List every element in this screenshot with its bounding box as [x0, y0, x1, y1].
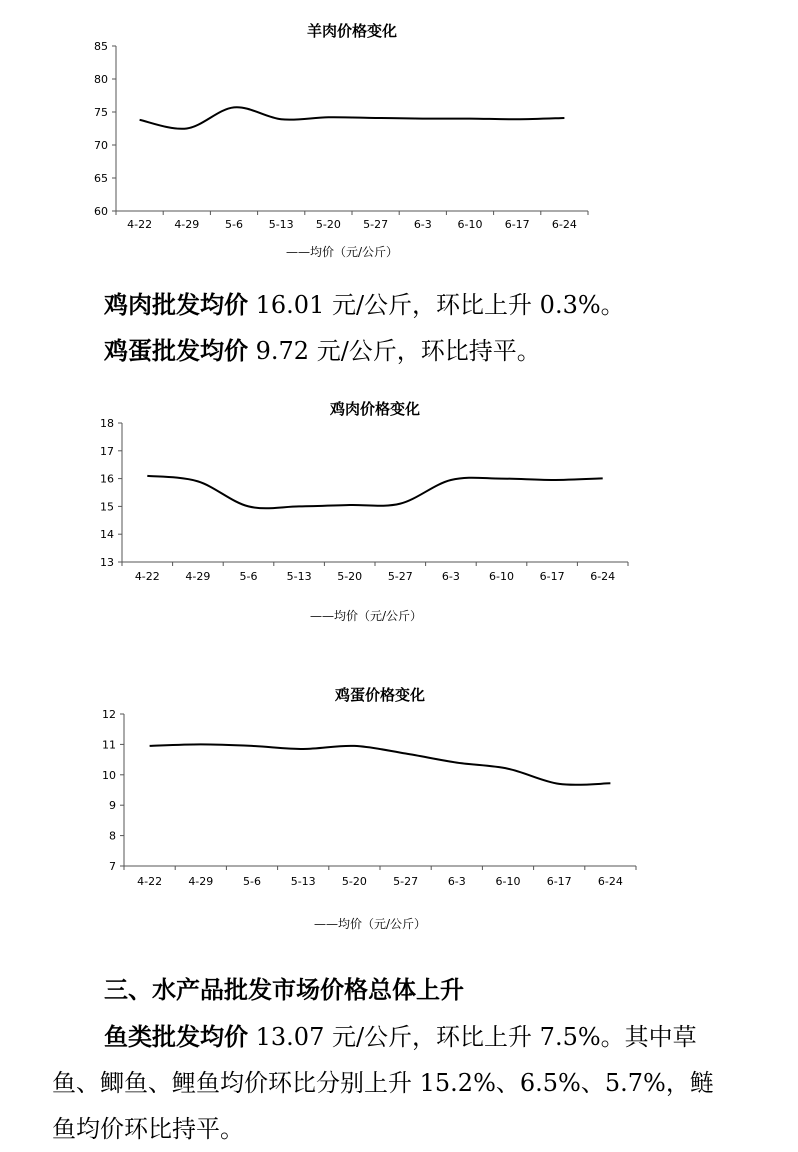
y-tick-label: 80	[94, 73, 108, 86]
series-line	[147, 476, 602, 508]
x-tick-label: 6-3	[413, 218, 432, 231]
x-tick-label: 4-22	[137, 875, 163, 888]
x-tick-label: 4-22	[134, 570, 160, 583]
y-tick-label: 65	[94, 172, 108, 185]
y-tick-label: 15	[100, 500, 114, 514]
fish-price-line-1	[104, 1014, 697, 1060]
fish-price-text: 13.07 元/公斤，环比上升 7.5%。其中草	[248, 1023, 697, 1051]
x-tick-label: 5-13	[286, 570, 312, 583]
series-line	[140, 107, 565, 129]
y-tick-label: 7	[109, 860, 116, 873]
x-tick-label: 5-20	[341, 875, 367, 888]
x-tick-label: 6-3	[447, 875, 466, 888]
chart-title: 鸡肉价格变化	[329, 400, 421, 418]
egg-price-chart	[0, 670, 798, 950]
x-tick-label: 4-29	[185, 570, 211, 583]
x-tick-label: 4-29	[174, 218, 200, 231]
x-tick-label: 5-27	[393, 875, 419, 888]
egg-price-text: 9.72 元/公斤，环比持平。	[248, 337, 541, 365]
x-tick-label: 6-24	[597, 875, 623, 888]
x-tick-label: 6-10	[495, 875, 521, 888]
egg-price-paragraph	[104, 328, 541, 374]
x-tick-label: 6-17	[546, 875, 572, 888]
y-tick-label: 14	[100, 528, 114, 542]
y-tick-label: 13	[100, 556, 114, 569]
egg-chart-svg	[0, 670, 798, 950]
fish-price-line-3: 鱼均价环比持平。	[52, 1115, 244, 1143]
x-tick-label: 4-22	[127, 218, 153, 231]
x-tick-label: 6-17	[504, 218, 530, 231]
x-tick-label: 6-10	[457, 218, 483, 231]
x-tick-label: 5-13	[290, 875, 316, 888]
y-tick-label: 70	[94, 139, 108, 152]
x-tick-label: 5-6	[239, 570, 258, 583]
y-tick-label: 85	[94, 40, 108, 53]
x-tick-label: 6-10	[489, 570, 514, 583]
chicken-bold-label: 鸡肉批发均价	[104, 291, 248, 319]
section-heading: 三、水产品批发市场价格总体上升	[104, 976, 464, 1004]
x-tick-label: 5-6	[243, 875, 261, 888]
x-tick-label: 5-27	[387, 570, 413, 583]
x-tick-label: 6-17	[539, 570, 565, 583]
legend-entry: ——均价（元/公斤）	[310, 609, 423, 623]
fish-price-line-2: 鱼、鲫鱼、鲤鱼均价环比分别上升 15.2%、6.5%、5.7%，鲢	[52, 1069, 714, 1097]
x-tick-label: 5-27	[363, 218, 389, 231]
chicken-price-chart	[0, 390, 798, 640]
y-tick-label: 18	[100, 417, 114, 430]
y-tick-label: 17	[100, 444, 114, 458]
y-tick-label: 16	[100, 472, 114, 486]
x-tick-label: 6-24	[551, 218, 577, 231]
series-line	[150, 744, 611, 784]
legend-entry: ——均价（元/公斤）	[286, 245, 399, 259]
x-tick-label: 6-24	[590, 570, 616, 583]
x-tick-label: 4-29	[188, 875, 214, 888]
x-tick-label: 6-3	[441, 570, 460, 583]
x-tick-label: 5-6	[225, 218, 243, 231]
x-tick-label: 5-20	[337, 570, 363, 583]
fish-bold-label: 鱼类批发均价	[104, 1023, 248, 1051]
y-tick-label: 9	[109, 799, 116, 813]
egg-bold-label: 鸡蛋批发均价	[104, 337, 248, 365]
x-tick-label: 5-13	[268, 218, 294, 231]
y-tick-label: 60	[94, 205, 108, 218]
mutton-chart-svg	[0, 0, 798, 270]
legend-entry: ——均价（元/公斤）	[314, 917, 427, 931]
y-tick-label: 12	[102, 708, 116, 721]
y-tick-label: 11	[102, 738, 116, 752]
chicken-price-text: 16.01 元/公斤，环比上升 0.3%。	[248, 291, 625, 319]
y-tick-label: 10	[102, 768, 116, 782]
chicken-chart-svg	[0, 390, 798, 640]
y-tick-label: 75	[94, 106, 108, 119]
y-tick-label: 8	[109, 829, 116, 843]
mutton-price-chart	[0, 0, 798, 270]
chart-title: 鸡蛋价格变化	[334, 686, 426, 704]
chicken-price-paragraph	[104, 282, 625, 328]
chart-title: 羊肉价格变化	[306, 22, 398, 40]
x-tick-label: 5-20	[315, 218, 341, 231]
